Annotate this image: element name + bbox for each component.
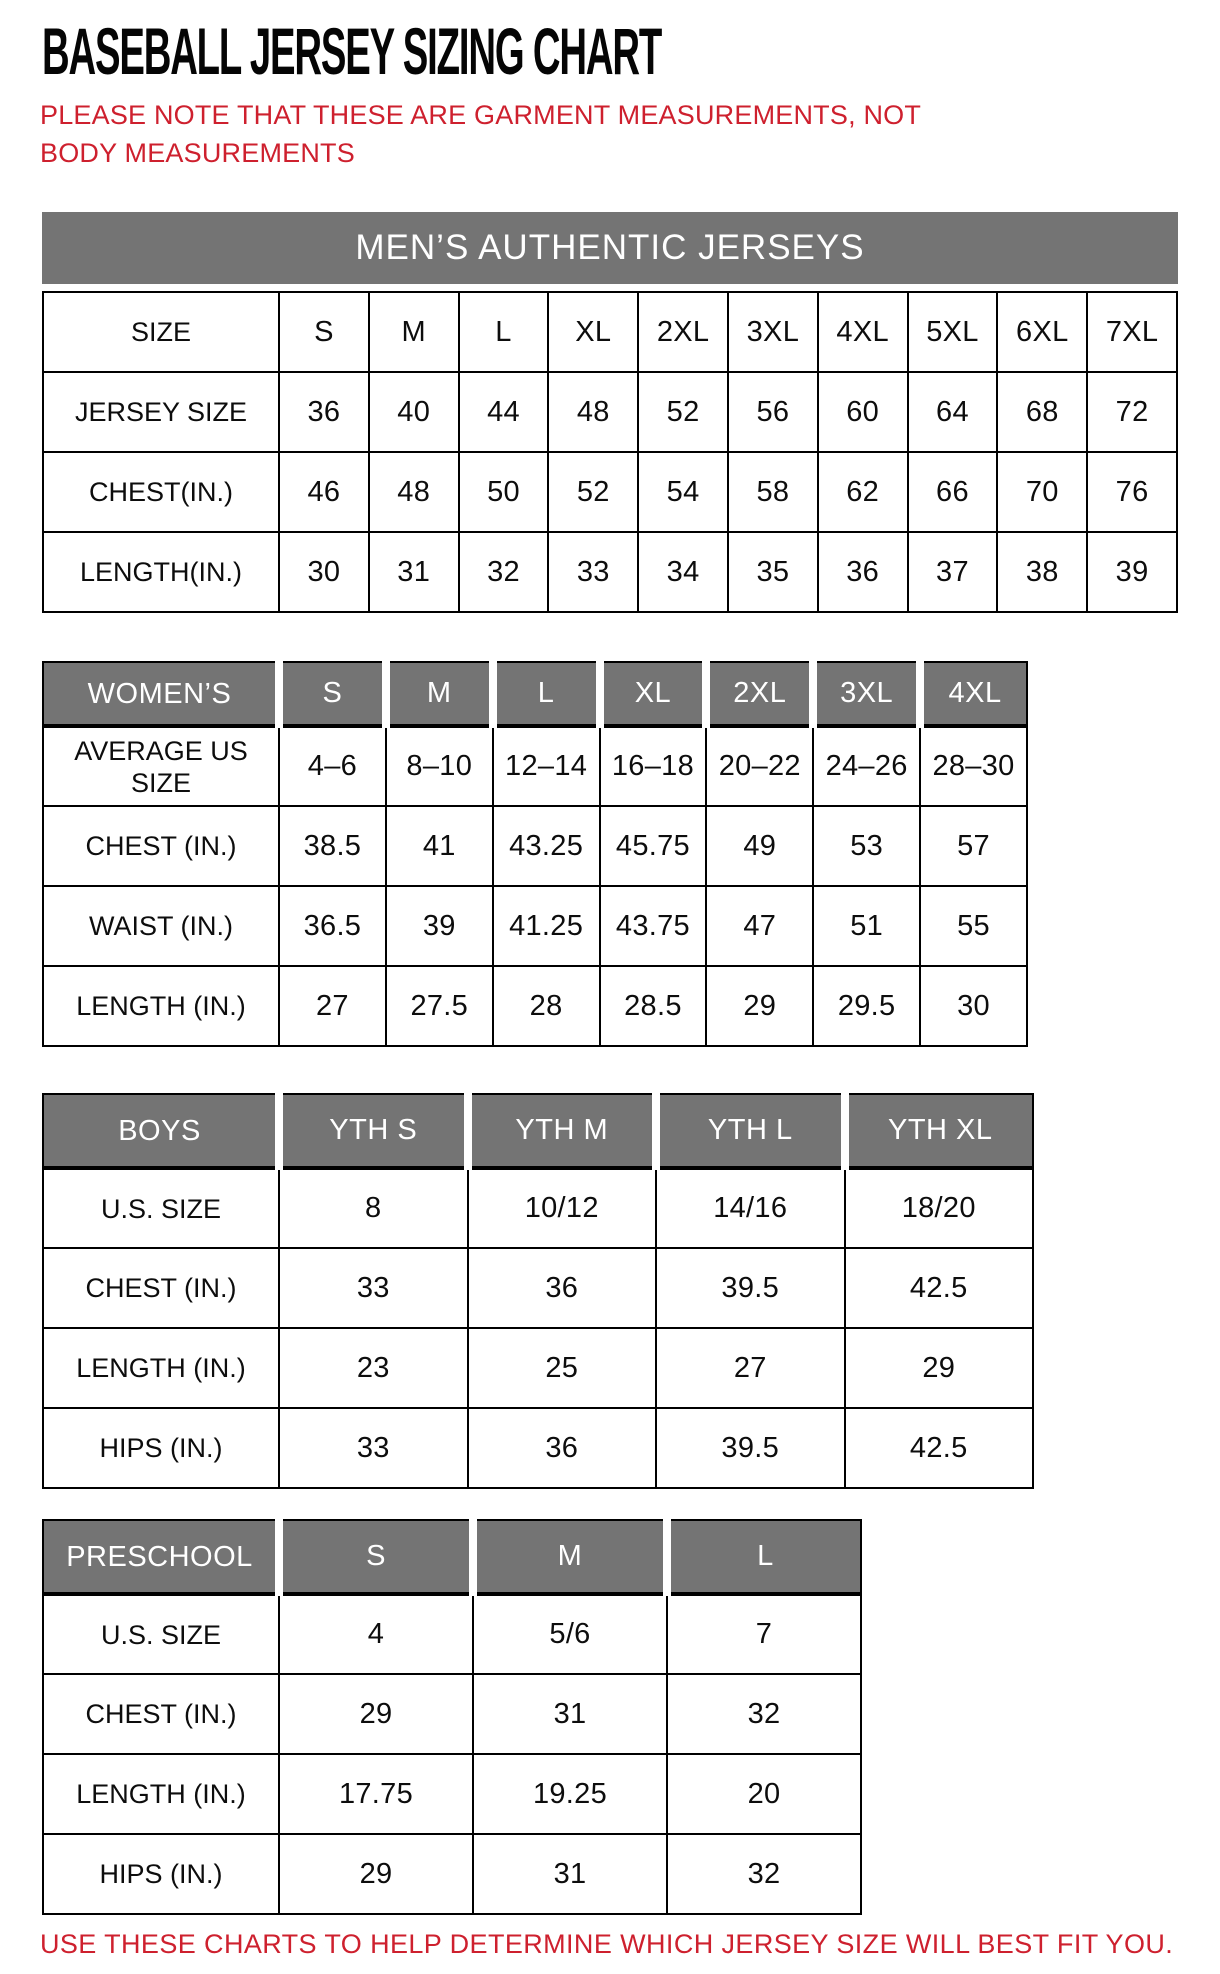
mens-value-cell: 70 [997, 452, 1087, 532]
preschool-row-label: HIPS (IN.) [43, 1834, 279, 1914]
mens-value-cell: 52 [638, 372, 728, 452]
mens-value-cell: 52 [548, 452, 638, 532]
womens-value-cell: 53 [813, 806, 920, 886]
womens-row-2 [43, 886, 1027, 966]
mens-value-cell: 4XL [818, 292, 908, 372]
mens-value-cell: 54 [638, 452, 728, 532]
mens-value-cell: 36 [818, 532, 908, 612]
page-title [42, 14, 1190, 88]
mens-value-cell: 44 [459, 372, 549, 452]
womens-row-label: WAIST (IN.) [43, 886, 279, 966]
preschool-header-cell: M [473, 1520, 667, 1594]
boys-row-2 [43, 1328, 1033, 1408]
mens-table-banner: MEN’S AUTHENTIC JERSEYS [42, 212, 1178, 284]
womens-value-cell: 28 [493, 966, 600, 1046]
boys-row-label: LENGTH (IN.) [43, 1328, 279, 1408]
mens-row-label: LENGTH(IN.) [43, 532, 279, 612]
womens-size-table [42, 661, 1028, 1047]
mens-value-cell: 39 [1087, 532, 1177, 612]
mens-value-cell: 35 [728, 532, 818, 612]
boys-header-cell: BOYS [43, 1094, 279, 1168]
womens-header-cell: 4XL [920, 662, 1027, 726]
womens-value-cell: 29 [706, 966, 813, 1046]
mens-row-2 [43, 452, 1177, 532]
footer-note: USE THESE CHARTS TO HELP DETERMINE WHICH JERSEY SIZE WILL BEST FIT YOU. [40, 1929, 1174, 1959]
boys-value-cell: 42.5 [845, 1248, 1034, 1328]
boys-value-cell: 29 [845, 1328, 1034, 1408]
preschool-row-0 [43, 1594, 861, 1674]
mens-value-cell: S [279, 292, 369, 372]
womens-row-label: AVERAGE US SIZE [43, 726, 279, 806]
womens-value-cell: 51 [813, 886, 920, 966]
boys-size-table [42, 1093, 1034, 1489]
boys-row-1 [43, 1248, 1033, 1328]
garment-measurements-note: PLEASE NOTE THAT THESE ARE GARMENT MEASUREMENTS, NOT BODY MEASUREMENTS [40, 100, 921, 168]
womens-value-cell: 4–6 [279, 726, 386, 806]
preschool-size-table [42, 1519, 862, 1915]
mens-value-cell: 66 [908, 452, 998, 532]
mens-value-cell: M [369, 292, 459, 372]
preschool-row-3 [43, 1834, 861, 1914]
page-title-text: BASEBALL JERSEY SIZING CHART [42, 14, 662, 88]
mens-value-cell: 34 [638, 532, 728, 612]
preschool-value-cell: 32 [667, 1674, 861, 1754]
womens-header-cell: 2XL [706, 662, 813, 726]
womens-value-cell: 57 [920, 806, 1027, 886]
womens-row-3 [43, 966, 1027, 1046]
womens-row-label: LENGTH (IN.) [43, 966, 279, 1046]
womens-value-cell: 41.25 [493, 886, 600, 966]
womens-value-cell: 24–26 [813, 726, 920, 806]
womens-value-cell: 55 [920, 886, 1027, 966]
mens-value-cell: 2XL [638, 292, 728, 372]
mens-row-0 [43, 292, 1177, 372]
womens-value-cell: 43.75 [600, 886, 707, 966]
mens-size-table-body [43, 292, 1177, 612]
mens-value-cell: 31 [369, 532, 459, 612]
boys-value-cell: 36 [468, 1408, 657, 1488]
mens-value-cell: L [459, 292, 549, 372]
mens-value-cell: 3XL [728, 292, 818, 372]
mens-value-cell: 62 [818, 452, 908, 532]
boys-value-cell: 42.5 [845, 1408, 1034, 1488]
mens-authentic-jerseys-section [42, 212, 1190, 613]
womens-value-cell: 8–10 [386, 726, 493, 806]
womens-value-cell: 39 [386, 886, 493, 966]
mens-value-cell: 36 [279, 372, 369, 452]
preschool-row-label: CHEST (IN.) [43, 1674, 279, 1754]
mens-value-cell: 30 [279, 532, 369, 612]
mens-row-label: JERSEY SIZE [43, 372, 279, 452]
mens-size-table [42, 291, 1178, 613]
mens-row-label: CHEST(IN.) [43, 452, 279, 532]
womens-row-0 [43, 726, 1027, 806]
preschool-section [42, 1519, 1190, 1915]
womens-header-row [43, 662, 1027, 726]
mens-row-3 [43, 532, 1177, 612]
womens-value-cell: 36.5 [279, 886, 386, 966]
preschool-value-cell: 19.25 [473, 1754, 667, 1834]
womens-value-cell: 30 [920, 966, 1027, 1046]
mens-value-cell: 60 [818, 372, 908, 452]
womens-header-cell: L [493, 662, 600, 726]
boys-row-label: U.S. SIZE [43, 1168, 279, 1248]
boys-size-table-body [43, 1094, 1033, 1488]
mens-value-cell: 72 [1087, 372, 1177, 452]
boys-value-cell: 8 [279, 1168, 468, 1248]
preschool-value-cell: 32 [667, 1834, 861, 1914]
boys-value-cell: 27 [656, 1328, 845, 1408]
preschool-value-cell: 17.75 [279, 1754, 473, 1834]
preschool-header-cell: L [667, 1520, 861, 1594]
boys-value-cell: 18/20 [845, 1168, 1034, 1248]
boys-value-cell: 36 [468, 1248, 657, 1328]
mens-value-cell: 64 [908, 372, 998, 452]
boys-value-cell: 39.5 [656, 1408, 845, 1488]
boys-value-cell: 39.5 [656, 1248, 845, 1328]
mens-row-label: SIZE [43, 292, 279, 372]
boys-row-3 [43, 1408, 1033, 1488]
mens-value-cell: 6XL [997, 292, 1087, 372]
boys-header-cell: YTH XL [845, 1094, 1034, 1168]
mens-value-cell: XL [548, 292, 638, 372]
preschool-value-cell: 31 [473, 1674, 667, 1754]
boys-header-row [43, 1094, 1033, 1168]
preschool-header-row [43, 1520, 861, 1594]
womens-value-cell: 29.5 [813, 966, 920, 1046]
womens-value-cell: 49 [706, 806, 813, 886]
womens-value-cell: 47 [706, 886, 813, 966]
mens-value-cell: 56 [728, 372, 818, 452]
preschool-header-cell: PRESCHOOL [43, 1520, 279, 1594]
mens-value-cell: 33 [548, 532, 638, 612]
womens-value-cell: 41 [386, 806, 493, 886]
preschool-row-1 [43, 1674, 861, 1754]
mens-value-cell: 50 [459, 452, 549, 532]
mens-value-cell: 48 [548, 372, 638, 452]
boys-value-cell: 33 [279, 1408, 468, 1488]
womens-value-cell: 16–18 [600, 726, 707, 806]
womens-value-cell: 38.5 [279, 806, 386, 886]
preschool-value-cell: 29 [279, 1834, 473, 1914]
preschool-value-cell: 20 [667, 1754, 861, 1834]
preschool-value-cell: 5/6 [473, 1594, 667, 1674]
mens-value-cell: 76 [1087, 452, 1177, 532]
womens-value-cell: 28.5 [600, 966, 707, 1046]
boys-value-cell: 14/16 [656, 1168, 845, 1248]
preschool-row-label: U.S. SIZE [43, 1594, 279, 1674]
womens-value-cell: 28–30 [920, 726, 1027, 806]
preschool-value-cell: 4 [279, 1594, 473, 1674]
womens-header-cell: WOMEN’S [43, 662, 279, 726]
womens-value-cell: 43.25 [493, 806, 600, 886]
mens-value-cell: 58 [728, 452, 818, 532]
mens-row-1 [43, 372, 1177, 452]
womens-section [42, 661, 1190, 1047]
mens-value-cell: 38 [997, 532, 1087, 612]
boys-row-0 [43, 1168, 1033, 1248]
mens-value-cell: 5XL [908, 292, 998, 372]
preschool-row-2 [43, 1754, 861, 1834]
womens-header-cell: 3XL [813, 662, 920, 726]
mens-value-cell: 46 [279, 452, 369, 532]
preschool-value-cell: 7 [667, 1594, 861, 1674]
boys-value-cell: 10/12 [468, 1168, 657, 1248]
boys-value-cell: 25 [468, 1328, 657, 1408]
boys-section [42, 1093, 1190, 1489]
boys-value-cell: 33 [279, 1248, 468, 1328]
boys-row-label: CHEST (IN.) [43, 1248, 279, 1328]
mens-value-cell: 37 [908, 532, 998, 612]
womens-header-cell: M [386, 662, 493, 726]
boys-value-cell: 23 [279, 1328, 468, 1408]
womens-header-cell: S [279, 662, 386, 726]
mens-value-cell: 32 [459, 532, 549, 612]
preschool-header-cell: S [279, 1520, 473, 1594]
womens-value-cell: 45.75 [600, 806, 707, 886]
boys-header-cell: YTH M [468, 1094, 657, 1168]
preschool-value-cell: 29 [279, 1674, 473, 1754]
mens-value-cell: 40 [369, 372, 459, 452]
womens-header-cell: XL [600, 662, 707, 726]
womens-value-cell: 27 [279, 966, 386, 1046]
womens-value-cell: 20–22 [706, 726, 813, 806]
preschool-value-cell: 31 [473, 1834, 667, 1914]
boys-header-cell: YTH S [279, 1094, 468, 1168]
boys-row-label: HIPS (IN.) [43, 1408, 279, 1488]
preschool-size-table-body [43, 1520, 861, 1914]
mens-value-cell: 48 [369, 452, 459, 532]
mens-value-cell: 68 [997, 372, 1087, 452]
mens-value-cell: 7XL [1087, 292, 1177, 372]
womens-value-cell: 27.5 [386, 966, 493, 1046]
womens-row-1 [43, 806, 1027, 886]
womens-value-cell: 12–14 [493, 726, 600, 806]
womens-size-table-body [43, 662, 1027, 1046]
preschool-row-label: LENGTH (IN.) [43, 1754, 279, 1834]
boys-header-cell: YTH L [656, 1094, 845, 1168]
womens-row-label: CHEST (IN.) [43, 806, 279, 886]
